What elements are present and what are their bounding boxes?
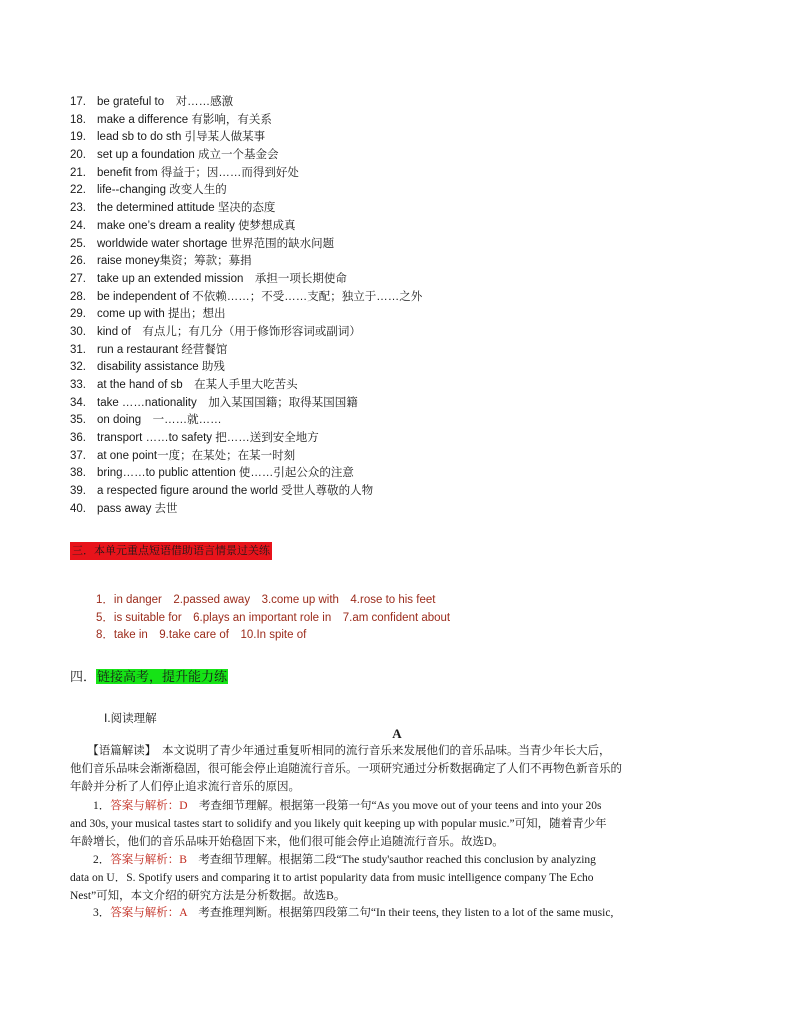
vocab-item bbox=[70, 395, 422, 413]
text-line: and 30s, your musical tastes start to solidify and you likely quit keeping up with popular music.”可知，随着青少年 bbox=[70, 818, 607, 830]
vocab-text: take ……nationality 加入某国国籍；取得某国国籍 bbox=[97, 396, 358, 409]
vocab-number: 30. bbox=[70, 325, 86, 338]
vocab-item bbox=[70, 306, 422, 324]
vocabulary-list bbox=[70, 94, 422, 519]
text-line: 年龄增长，他们的音乐品味开始稳固下来，他们很可能会停止追随流行音乐。故选D。 bbox=[70, 836, 504, 848]
vocab-item bbox=[70, 165, 422, 183]
answer-label: 答案与解析：D bbox=[110, 800, 188, 812]
section-four-heading bbox=[70, 667, 228, 687]
text-span: 考查细节理解。根据第一段第一句“As you move out of your teens and into your 20s bbox=[187, 800, 602, 812]
vocab-text: take up an extended mission 承担一项长期使命 bbox=[97, 272, 347, 285]
vocab-item bbox=[70, 200, 422, 218]
vocab-text: transport ……to safety 把……送到安全地方 bbox=[97, 432, 319, 445]
text-span: 本文说明了青少年通过重复听相同的流行音乐来发展他们的音乐品味。当青少年长大后， bbox=[150, 745, 611, 757]
text-line bbox=[70, 851, 726, 869]
vocab-number: 18. bbox=[70, 113, 86, 126]
answer-row: 8．take in 9.take care of 10.In spite of bbox=[96, 629, 307, 641]
vocab-number: 37. bbox=[70, 449, 86, 462]
vocab-item bbox=[70, 412, 422, 430]
text-line: 他们音乐品味会渐渐稳固，很可能会停止追随流行音乐。一项研究通过分析数据确定了人们不再物色新音乐的 bbox=[70, 763, 622, 775]
answer-explanation-3 bbox=[70, 904, 726, 922]
vocab-number: 40. bbox=[70, 502, 86, 515]
answer-explanation-1 bbox=[70, 797, 726, 851]
discourse-analysis bbox=[70, 742, 726, 796]
section-four-prefix: 四． bbox=[70, 669, 97, 684]
vocab-text: lead sb to do sth 引导某人做某事 bbox=[97, 131, 266, 144]
vocab-number: 26. bbox=[70, 255, 86, 268]
text-span: 考查推理判断。根据第四段第二句“In their teens, they listen to a lot of the same music, bbox=[186, 907, 614, 919]
answer-explanation-2 bbox=[70, 851, 726, 905]
vocab-number: 39. bbox=[70, 485, 86, 498]
vocab-item bbox=[70, 182, 422, 200]
vocab-item bbox=[70, 324, 422, 342]
answer-list bbox=[96, 592, 450, 645]
section-four-title: 链接高考，提升能力练 bbox=[97, 669, 228, 684]
answer-row: 1．in danger 2.passed away 3.come up with 4.rose to his feet bbox=[96, 594, 436, 606]
vocab-number: 36. bbox=[70, 432, 86, 445]
vocab-item bbox=[70, 218, 422, 236]
vocab-text: make a difference 有影响，有关系 bbox=[97, 113, 272, 126]
vocab-number: 33. bbox=[70, 379, 86, 391]
text-line: 年龄并分析了人们停止追求流行音乐的原因。 bbox=[70, 781, 300, 793]
vocab-text: on doing 一……就…… bbox=[97, 414, 222, 427]
section-three-heading: 三．本单元重点短语借助语言情景过关练 bbox=[70, 542, 272, 560]
vocab-number: 31. bbox=[70, 343, 86, 356]
vocab-text: be independent of 不依赖……；不受……支配；独立于……之外 bbox=[97, 290, 423, 303]
question-number: 1． bbox=[93, 800, 111, 812]
vocab-number: 21. bbox=[70, 166, 86, 179]
vocab-number: 27. bbox=[70, 272, 86, 285]
vocab-item bbox=[70, 342, 422, 360]
vocab-item bbox=[70, 359, 422, 377]
vocab-item bbox=[70, 483, 422, 501]
vocab-item bbox=[70, 112, 422, 130]
vocab-item bbox=[70, 271, 422, 289]
vocab-number: 38. bbox=[70, 467, 86, 480]
question-number: 3． bbox=[93, 907, 111, 919]
vocab-item bbox=[70, 289, 422, 307]
vocab-number: 34. bbox=[70, 396, 86, 409]
vocab-text: set up a foundation 成立一个基金会 bbox=[97, 149, 279, 162]
vocab-item bbox=[70, 147, 422, 165]
vocab-number: 35. bbox=[70, 414, 86, 427]
vocab-text: at one point一度；在某处；在某一时刻 bbox=[97, 449, 296, 462]
analysis-label: 【语篇解读】 bbox=[93, 745, 151, 757]
vocab-text: the determined attitude 坚决的态度 bbox=[97, 202, 276, 215]
vocab-text: come up with 提出；想出 bbox=[97, 308, 226, 321]
vocab-number: 29. bbox=[70, 308, 86, 321]
vocab-number: 28. bbox=[70, 290, 86, 303]
vocab-item bbox=[70, 430, 422, 448]
vocab-text: life--changing 改变人生的 bbox=[97, 184, 227, 197]
text-line: Nest”可知，本文介绍的研究方法是分析数据。故选B。 bbox=[70, 890, 346, 902]
reading-label: Ⅰ.阅读理解 bbox=[104, 713, 157, 725]
vocab-item bbox=[70, 448, 422, 466]
text-line: data on U．S. Spotify users and comparing it to artist popularity data from music intelligence company The Echo bbox=[70, 872, 594, 884]
vocab-item bbox=[70, 253, 422, 271]
vocab-text: run a restaurant 经营餐馆 bbox=[97, 343, 228, 356]
text-line bbox=[70, 742, 726, 760]
vocab-number: 23. bbox=[70, 202, 86, 215]
vocab-text: worldwide water shortage 世界范围的缺水问题 bbox=[97, 237, 335, 250]
vocab-text: a respected figure around the world 受世人尊敬的人物 bbox=[97, 485, 374, 498]
vocab-text: be grateful to 对……感激 bbox=[97, 96, 234, 108]
vocab-item bbox=[70, 129, 422, 147]
vocab-number: 17. bbox=[70, 96, 86, 108]
vocab-item bbox=[70, 377, 422, 395]
vocab-number: 19. bbox=[70, 131, 86, 144]
question-number: 2． bbox=[93, 854, 111, 866]
vocab-text: pass away 去世 bbox=[97, 502, 178, 515]
vocab-text: kind of 有点儿；有几分（用于修饰形容词或副词） bbox=[97, 325, 361, 338]
text-line bbox=[70, 797, 726, 815]
vocab-item bbox=[70, 501, 422, 519]
vocab-text: at the hand of sb 在某人手里大吃苦头 bbox=[97, 379, 298, 391]
vocab-number: 20. bbox=[70, 149, 86, 162]
vocab-text: disability assistance 助残 bbox=[97, 361, 225, 374]
passage-letter: A bbox=[392, 726, 402, 741]
answer-row: 5．is suitable for 6.plays an important role in 7.am confident about bbox=[96, 611, 451, 624]
vocab-item bbox=[70, 236, 422, 254]
vocab-number: 22. bbox=[70, 184, 86, 197]
vocab-number: 32. bbox=[70, 361, 86, 374]
text-line bbox=[70, 904, 726, 922]
answer-label: 答案与解析：B bbox=[110, 854, 187, 866]
vocab-text: benefit from 得益于；因……而得到好处 bbox=[97, 166, 299, 179]
vocab-text: make one’s dream a reality 使梦想成真 bbox=[97, 219, 296, 232]
vocab-number: 24. bbox=[70, 219, 86, 232]
vocab-number: 25. bbox=[70, 237, 86, 250]
text-span: 考查细节理解。根据第二段“The study'sauthor reached this conclusion by analyzing bbox=[186, 854, 596, 866]
vocab-text: bring……to public attention 使……引起公众的注意 bbox=[97, 467, 354, 480]
vocab-text: raise money集资；筹款；募捐 bbox=[97, 255, 252, 268]
answer-label: 答案与解析：A bbox=[110, 907, 187, 919]
vocab-item bbox=[70, 465, 422, 483]
vocab-item bbox=[70, 94, 422, 112]
